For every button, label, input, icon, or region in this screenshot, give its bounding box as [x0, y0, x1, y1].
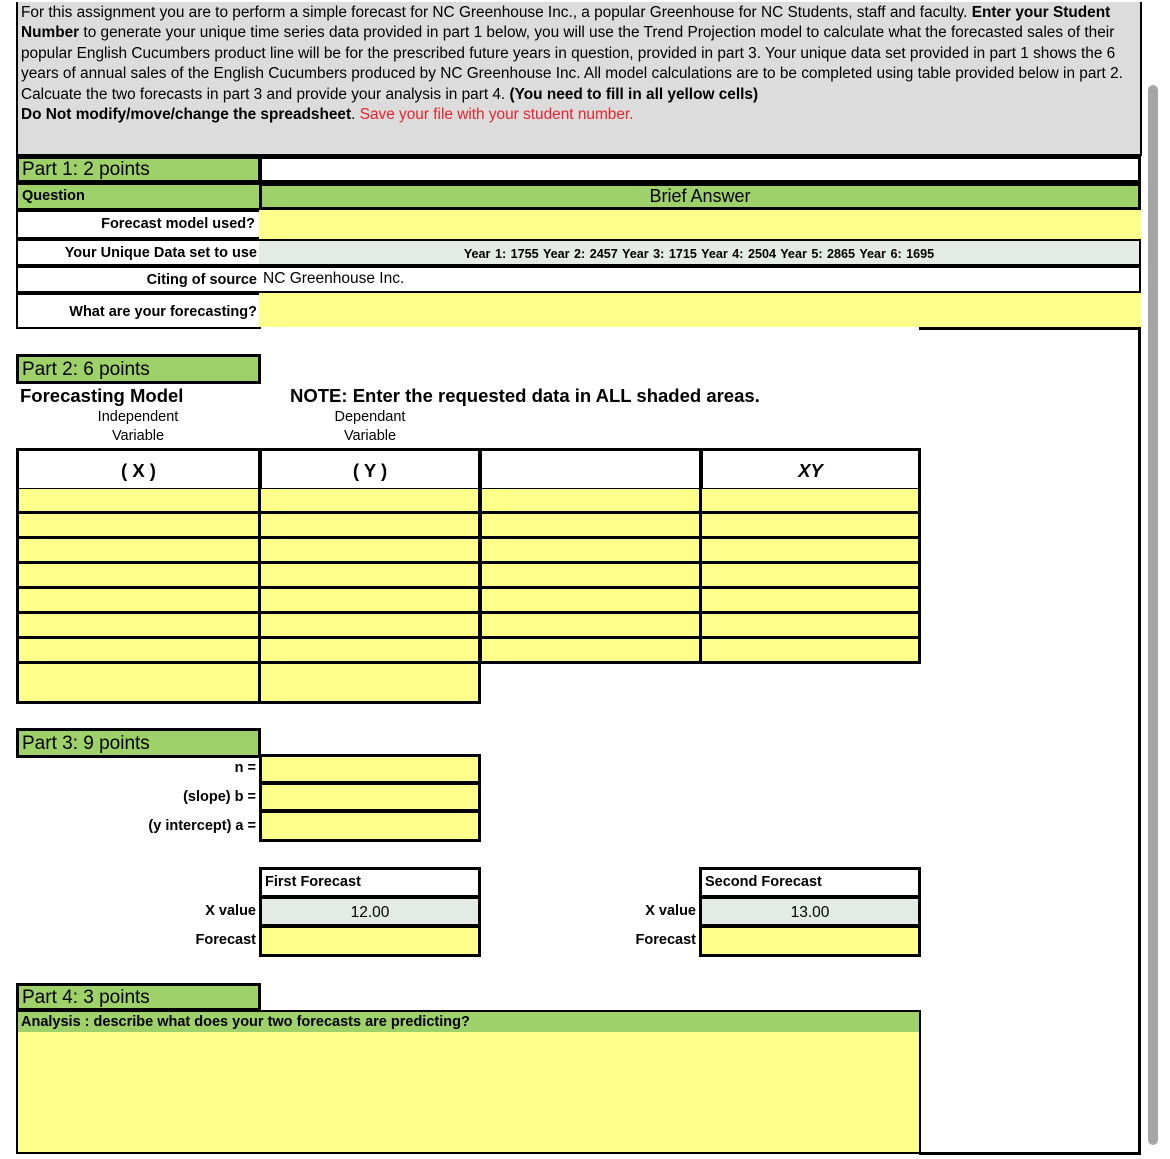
first-forecast-title: First Forecast [259, 867, 481, 898]
intro-student-number: Enter your Student Number [21, 4, 1111, 42]
part4-title: Part 4: 3 points [16, 983, 261, 1011]
table-body-cols-1-2[interactable] [16, 489, 481, 664]
q-unique-data-label: Your Unique Data set to use [16, 239, 261, 266]
answer-forecast-model-input[interactable] [259, 210, 1141, 239]
analysis-question: Analysis : describe what does your two forecasts are predicting? [16, 1010, 921, 1034]
first-xvalue-label: X value [205, 903, 256, 919]
header-xy: XY [700, 448, 921, 491]
sheet-frame-right [919, 327, 1141, 1155]
instructions-panel: For this assignment you are to perform a simple forecast for NC Greenhouse Inc., a popular Greenhouse for NC Students, staff and faculty. Enter your Student Number to generate your unique time series data provided in part 1 below, you will use the Trend Projection model to calculate what the forecasted sales of their popular English Cucumbers product line will be for the prescribed future years in question, provided in part 3. Your unique data set provided in part 1 shows the 6 years of annual sales of the English Cucumbers produced by NC Greenhouse Inc. All model calculations are to be completed using table provided below in part 2. Calcuate the two forecasts in part 3 and provide your analysis in part 4. (You need to fill in all yellow cells) Do Not modify/move/change the spreadsheet. Save your file with your student number. [16, 2, 1142, 156]
part2-note: NOTE: Enter the requested data in ALL shaded areas. [290, 385, 760, 406]
n-input[interactable] [259, 754, 481, 784]
part1-answer-header: Brief Answer [259, 183, 1141, 210]
table-col-divider-3 [699, 489, 702, 664]
second-forecast-label: Forecast [635, 932, 696, 948]
first-forecast-label: Forecast [195, 932, 256, 948]
intercept-input[interactable] [259, 810, 481, 842]
part3-title: Part 3: 9 points [16, 728, 261, 758]
intro-text-2: to generate your unique time series data provided in part 1 below, you will use the Trend Projection model to calculate what the forecasted sales of their popular English Cucumbers product line will be for the prescribed future years in question, provided in part 3. Your unique data set provided in part 1 shows the 6 years of annual sales of the English Cucumbers produced by NC Greenhouse Inc. All model calculations are to be completed using table provided below in part 2. Calcuate the two forecasts in part 3 and provide your analysis in part 4. [21, 24, 1123, 103]
intro-text-1: For this assignment you are to perform a simple forecast for NC Greenhouse Inc., a popular Greenhouse for NC Students, staff and faculty. [21, 4, 972, 21]
dependant-variable-label: Dependant Variable [334, 409, 406, 444]
header-col3 [479, 448, 702, 491]
totals-y-cell[interactable] [258, 661, 481, 704]
totals-x-cell[interactable] [16, 661, 261, 704]
vertical-scrollbar[interactable] [1148, 85, 1158, 1145]
part2-title: Part 2: 6 points [16, 354, 261, 384]
part1-title-right-cell[interactable] [259, 156, 1141, 183]
slope-label: (slope) b = [183, 789, 256, 805]
citing-value[interactable]: NC Greenhouse Inc. [259, 266, 1141, 293]
second-forecast-title: Second Forecast [699, 867, 921, 898]
forecasting-model-label: Forecasting Model [20, 385, 184, 406]
header-x: ( X ) [16, 448, 261, 491]
header-y: ( Y ) [259, 448, 481, 491]
first-forecast-input[interactable] [259, 925, 481, 957]
intro-yellow-note: (You need to fill in all yellow cells) [509, 85, 759, 103]
first-xvalue: 12.00 [259, 896, 481, 927]
analysis-input[interactable] [16, 1032, 921, 1154]
second-forecast-input[interactable] [699, 925, 921, 957]
n-label: n = [234, 760, 256, 776]
intro-do-not-modify: Do Not modify/move/change the spreadsheet [21, 106, 352, 124]
answer-forecasting-input[interactable] [259, 293, 1141, 327]
second-xvalue-label: X value [645, 903, 696, 919]
intercept-label: (y intercept) a = [148, 818, 256, 834]
q-citing-label: Citing of source [16, 266, 261, 293]
unique-data-value: Year 1: 1755 Year 2: 2457 Year 3: 1715 Year 4: 2504 Year 5: 2865 Year 6: 1695 [259, 239, 1141, 266]
q-forecast-model-label: Forecast model used? [16, 210, 261, 239]
part1-question-header: Question [16, 183, 261, 210]
q-forecasting-label: What are your forecasting? [16, 293, 261, 329]
part1-title: Part 1: 2 points [16, 156, 261, 183]
intro-save-note: Save your file with your student number. [359, 106, 634, 124]
second-xvalue: 13.00 [699, 896, 921, 927]
independent-variable-label: Independent Variable [97, 409, 179, 444]
slope-input[interactable] [259, 782, 481, 812]
